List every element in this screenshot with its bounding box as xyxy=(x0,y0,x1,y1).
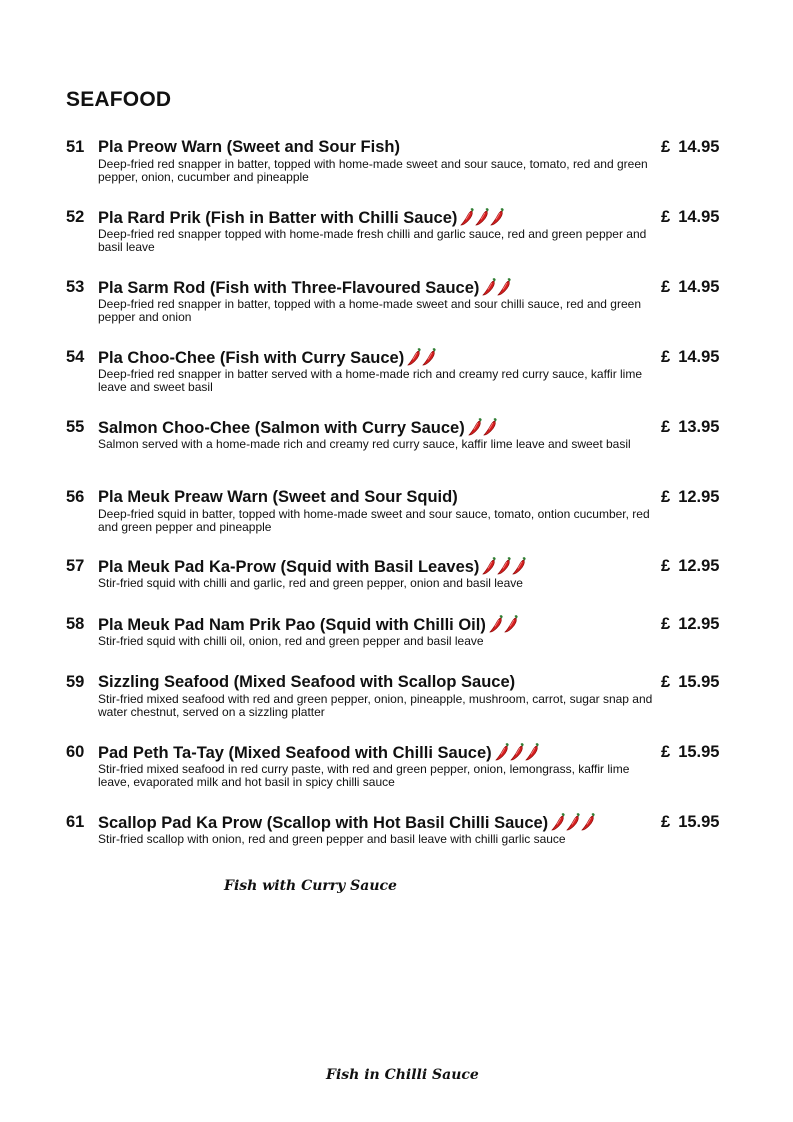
currency-symbol: £ xyxy=(661,813,671,831)
item-description: Salmon served with a home-made rich and creamy red curry sauce, kaffir lime leave and sweet basil xyxy=(98,437,631,451)
spice-level xyxy=(489,615,519,638)
item-price: 14.95 xyxy=(678,138,720,156)
menu-item xyxy=(66,138,730,183)
chilli-icon xyxy=(581,813,595,831)
menu-item-header xyxy=(66,813,730,833)
chilli-icon xyxy=(475,208,489,226)
item-name-wrap xyxy=(98,615,519,638)
item-description: Stir-fried squid with chilli and garlic, red and green pepper, onion and basil leave xyxy=(98,576,523,590)
menu-item xyxy=(66,208,730,253)
item-description: Deep-fried red snapper in batter, topped with a home-made sweet and sour chilli sauce, red and green pepper and onion xyxy=(98,297,641,324)
item-price-wrap xyxy=(661,208,719,227)
menu-item xyxy=(66,348,730,393)
menu-item-header xyxy=(66,673,730,693)
spice-level xyxy=(407,348,437,371)
chilli-icon xyxy=(510,743,524,761)
item-price-wrap xyxy=(661,348,719,367)
chilli-icon xyxy=(482,557,496,575)
item-name-wrap xyxy=(98,138,400,157)
item-name: Pla Sarm Rod (Fish with Three-Flavoured Sauce) xyxy=(98,279,480,297)
item-name-wrap xyxy=(98,418,498,441)
item-number: 51 xyxy=(66,138,85,156)
menu-item xyxy=(66,557,730,590)
item-price-wrap xyxy=(661,743,719,762)
currency-symbol: £ xyxy=(661,673,671,691)
menu-item-header xyxy=(66,488,730,508)
item-price: 15.95 xyxy=(678,673,720,691)
item-description: Stir-fried squid with chilli oil, onion, red and green pepper and basil leave xyxy=(98,634,484,648)
item-name-wrap xyxy=(98,813,596,836)
item-price-wrap xyxy=(661,557,719,576)
item-name: Pla Meuk Pad Ka-Prow (Squid with Basil Leaves) xyxy=(98,558,480,576)
menu-item xyxy=(66,278,730,323)
item-name-wrap xyxy=(98,673,515,692)
item-description: Deep-fried red snapper in batter, topped with home-made sweet and sour sauce, tomato, red and green pepper, onion, cucumber and pineapple xyxy=(98,157,648,184)
item-number: 56 xyxy=(66,488,85,506)
currency-symbol: £ xyxy=(661,557,671,575)
item-price: 12.95 xyxy=(678,557,720,575)
spice-level xyxy=(482,557,527,580)
chilli-icon xyxy=(489,615,503,633)
spice-level xyxy=(495,743,540,766)
currency-symbol: £ xyxy=(661,743,671,761)
item-name-wrap xyxy=(98,743,540,766)
item-price: 12.95 xyxy=(678,615,720,633)
item-description: Deep-fried squid in batter, topped with home-made sweet and sour sauce, tomato, ontion cucumber, red and green pepper and pineapple xyxy=(98,507,650,534)
chilli-icon xyxy=(512,557,526,575)
caption-chilli: Fish in Chilli Sauce xyxy=(326,1067,479,1083)
item-name: Sizzling Seafood (Mixed Seafood with Scallop Sauce) xyxy=(98,673,516,691)
item-name: Pad Peth Ta-Tay (Mixed Seafood with Chilli Sauce) xyxy=(98,744,492,762)
chilli-icon xyxy=(497,278,511,296)
chilli-icon xyxy=(504,615,518,633)
item-price: 14.95 xyxy=(678,278,720,296)
item-description: Stir-fried mixed seafood with red and green pepper, onion, pineapple, mushroom, carrot, sugar snap and water chestnut, served on a sizzling platter xyxy=(98,692,653,719)
chilli-icon xyxy=(490,208,504,226)
item-number: 53 xyxy=(66,278,85,296)
item-price-wrap xyxy=(661,138,719,157)
currency-symbol: £ xyxy=(661,208,671,226)
item-price: 12.95 xyxy=(678,488,720,506)
currency-symbol: £ xyxy=(661,278,671,296)
item-price-wrap xyxy=(661,813,719,832)
item-price-wrap xyxy=(661,418,719,437)
item-name-wrap xyxy=(98,278,512,301)
item-price: 13.95 xyxy=(678,418,720,436)
item-name-wrap xyxy=(98,488,458,507)
chilli-icon xyxy=(566,813,580,831)
item-price-wrap xyxy=(661,278,719,297)
currency-symbol: £ xyxy=(661,138,671,156)
item-number: 61 xyxy=(66,813,85,831)
item-name: Scallop Pad Ka Prow (Scallop with Hot Basil Chilli Sauce) xyxy=(98,814,549,832)
menu-item-header xyxy=(66,418,730,438)
item-number: 55 xyxy=(66,418,85,436)
item-name-wrap xyxy=(98,557,527,580)
item-name-wrap xyxy=(98,208,505,231)
menu-item xyxy=(66,743,730,788)
spice-level xyxy=(468,418,498,441)
item-description: Deep-fried red snapper in batter served with a home-made rich and creamy red curry sauce, kaffir lime leave and sweet basil xyxy=(98,367,643,394)
item-price: 14.95 xyxy=(678,208,720,226)
item-price-wrap xyxy=(661,673,719,692)
item-price: 14.95 xyxy=(678,348,720,366)
chilli-icon xyxy=(497,557,511,575)
chilli-icon xyxy=(407,348,421,366)
chilli-icon xyxy=(551,813,565,831)
menu-item xyxy=(66,488,730,533)
item-name: Pla Preow Warn (Sweet and Sour Fish) xyxy=(98,138,400,156)
item-name: Pla Meuk Pad Nam Prik Pao (Squid with Chilli Oil) xyxy=(98,616,486,634)
menu-item-header xyxy=(66,138,730,158)
chilli-icon xyxy=(422,348,436,366)
chilli-icon xyxy=(460,208,474,226)
item-price-wrap xyxy=(661,488,719,507)
spice-level xyxy=(460,208,505,231)
item-price: 15.95 xyxy=(678,743,720,761)
spice-level xyxy=(551,813,596,836)
item-number: 60 xyxy=(66,743,85,761)
menu-item-header xyxy=(66,348,730,368)
spice-level xyxy=(482,278,512,301)
currency-symbol: £ xyxy=(661,488,671,506)
currency-symbol: £ xyxy=(661,348,671,366)
currency-symbol: £ xyxy=(661,615,671,633)
item-number: 57 xyxy=(66,557,85,575)
item-price: 15.95 xyxy=(678,813,720,831)
item-number: 52 xyxy=(66,208,85,226)
item-name: Pla Rard Prik (Fish in Batter with Chilli Sauce) xyxy=(98,209,458,227)
item-price-wrap xyxy=(661,615,719,634)
item-number: 59 xyxy=(66,673,85,691)
item-description: Stir-fried mixed seafood in red curry paste, with red and green pepper, onion, lemongrass, kaffir lime leave, evaporated milk and hot basil in spicy chilli sauce xyxy=(98,762,630,789)
item-name: Pla Choo-Chee (Fish with Curry Sauce) xyxy=(98,349,405,367)
menu-item-header xyxy=(66,615,730,635)
item-description: Stir-fried scallop with onion, red and green pepper and basil leave with chilli garlic sauce xyxy=(98,832,566,846)
menu-item-header xyxy=(66,743,730,763)
chilli-icon xyxy=(495,743,509,761)
menu-item xyxy=(66,813,730,846)
menu-item-header xyxy=(66,208,730,228)
menu-item xyxy=(66,418,730,451)
item-description: Deep-fried red snapper topped with home-made fresh chilli and garlic sauce, red and green pepper and basil leave xyxy=(98,227,647,254)
chilli-icon xyxy=(483,418,497,436)
menu-item-header xyxy=(66,278,730,298)
item-number: 54 xyxy=(66,348,85,366)
menu-item xyxy=(66,615,730,648)
item-name-wrap xyxy=(98,348,437,371)
item-name: Pla Meuk Preaw Warn (Sweet and Sour Squid) xyxy=(98,488,458,506)
item-name: Salmon Choo-Chee (Salmon with Curry Sauce) xyxy=(98,419,465,437)
chilli-icon xyxy=(482,278,496,296)
chilli-icon xyxy=(525,743,539,761)
caption-curry: Fish with Curry Sauce xyxy=(224,878,397,894)
currency-symbol: £ xyxy=(661,418,671,436)
section-title: SEAFOOD xyxy=(66,88,172,111)
chilli-icon xyxy=(468,418,482,436)
menu-item xyxy=(66,673,730,718)
item-number: 58 xyxy=(66,615,85,633)
menu-item-header xyxy=(66,557,730,577)
